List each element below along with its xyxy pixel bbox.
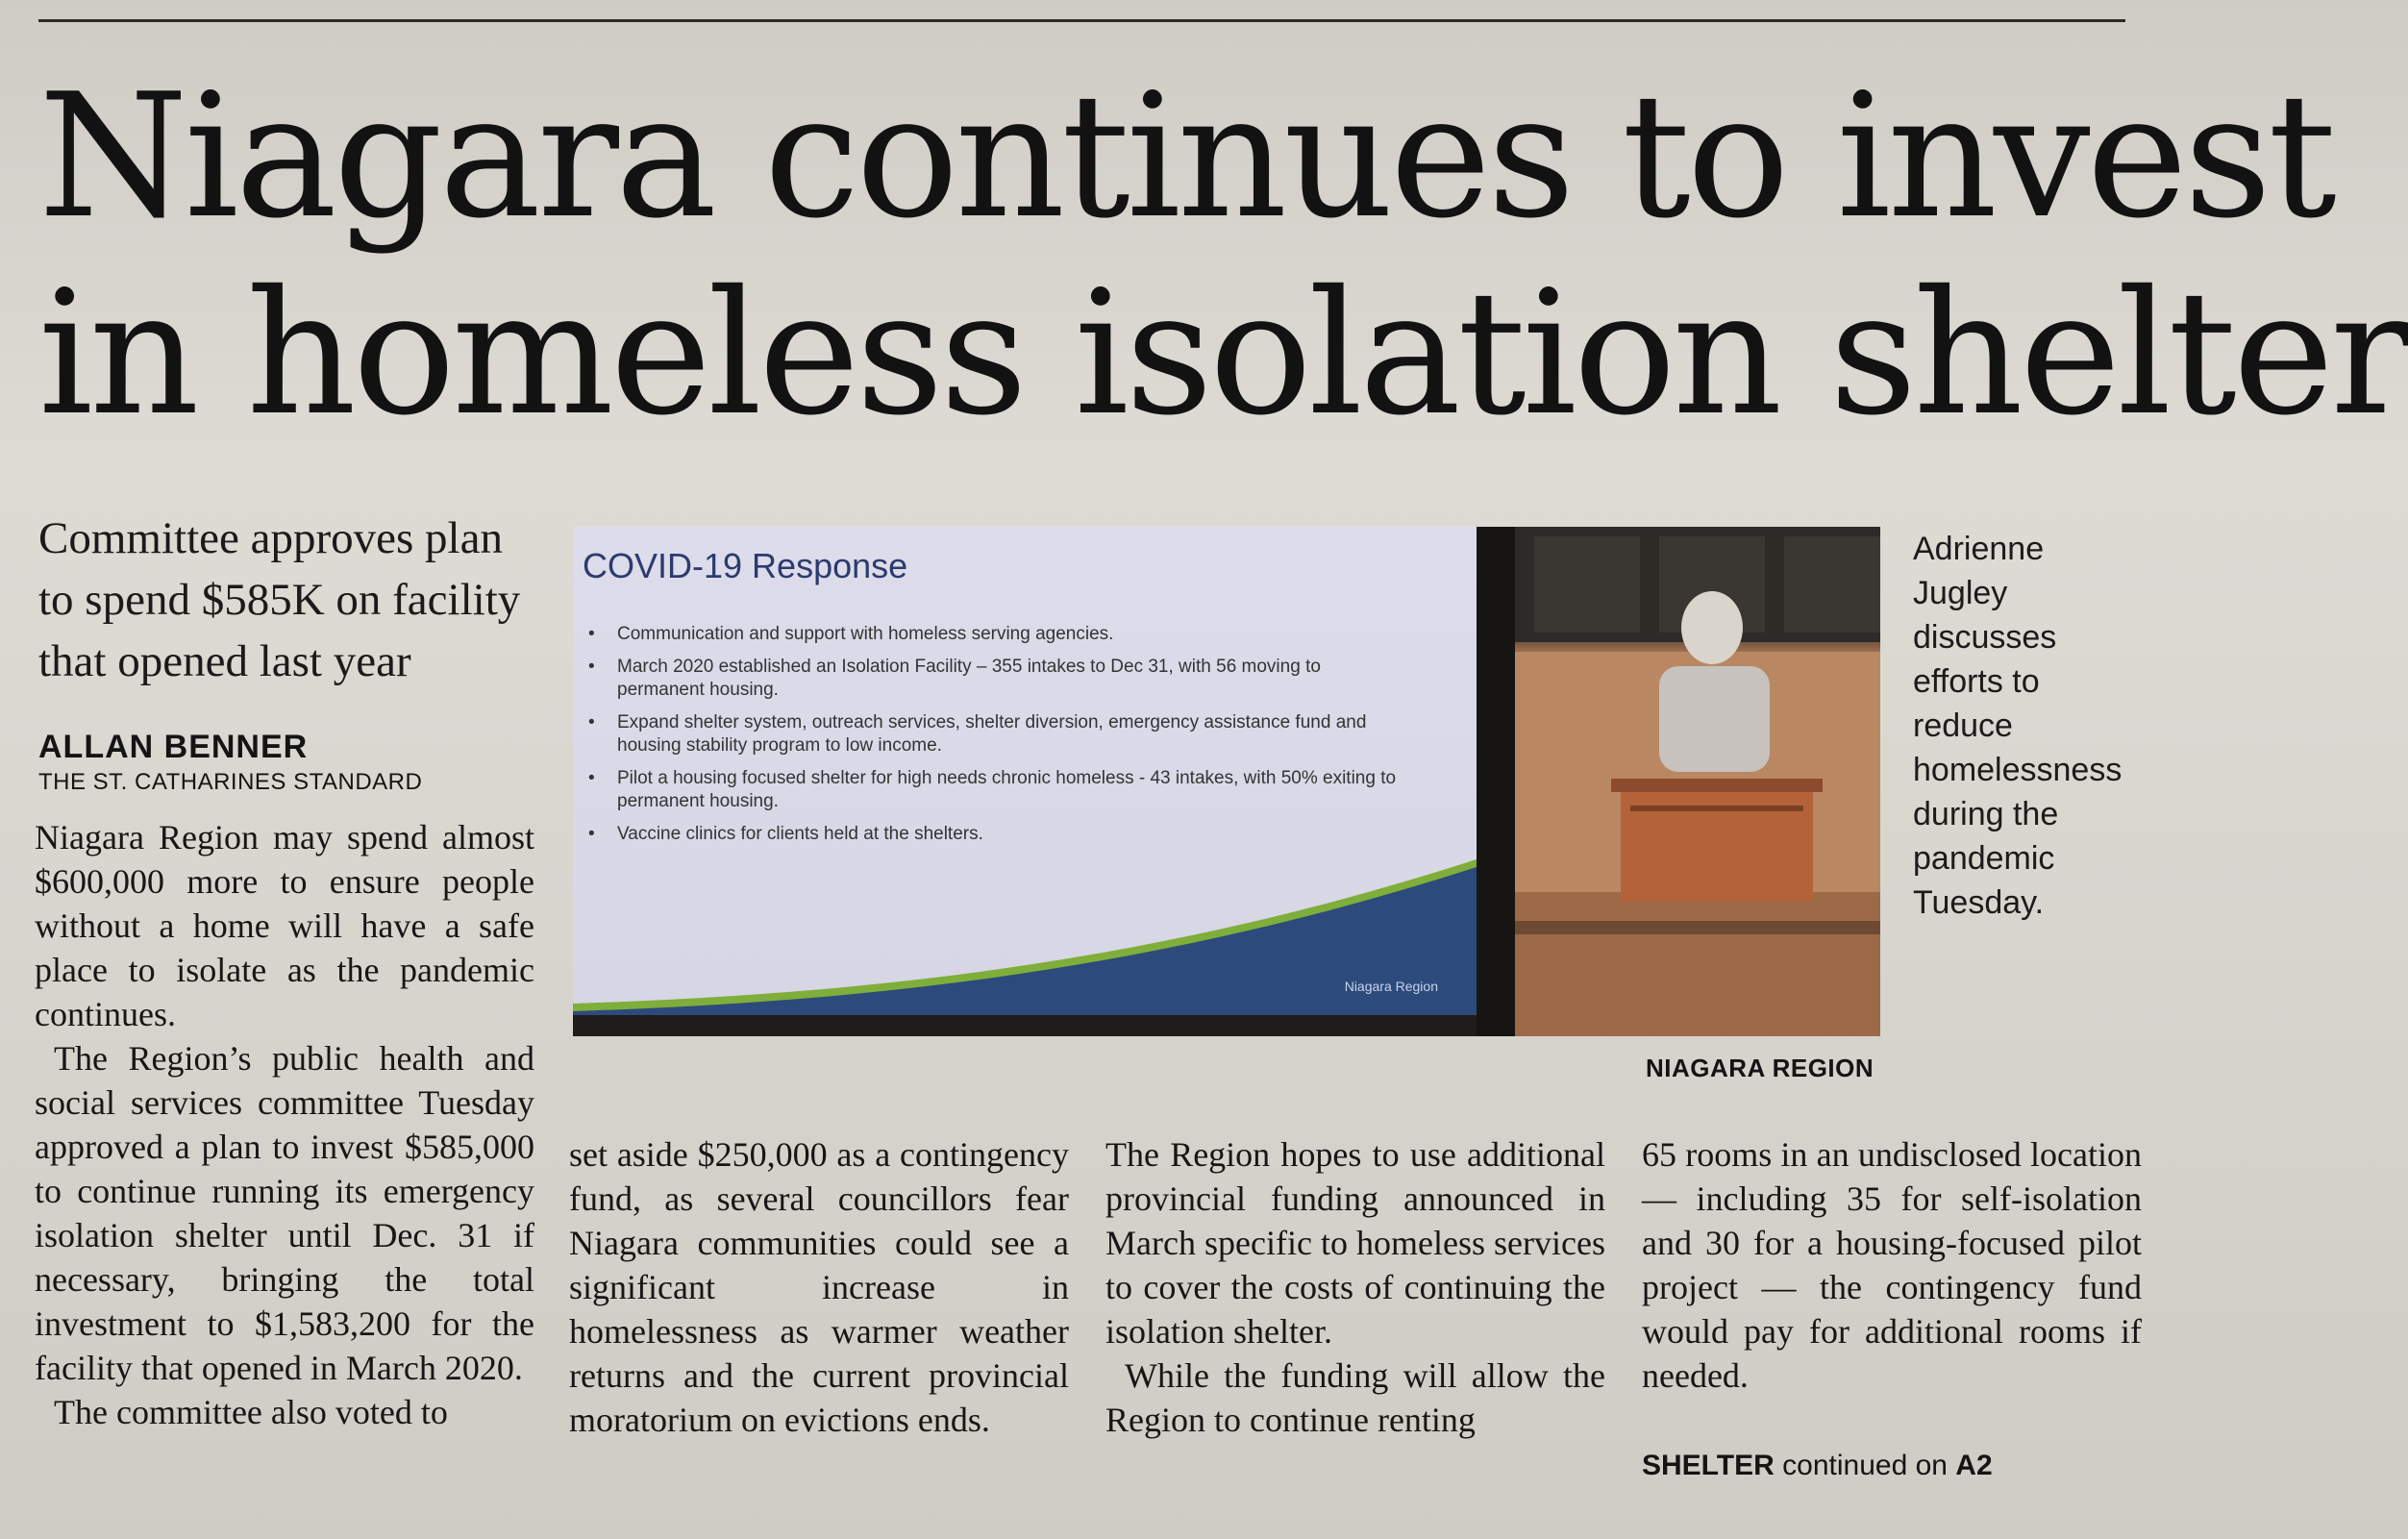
article-column-2 xyxy=(569,1132,1069,1442)
slide-wave-graphic xyxy=(573,861,1477,1015)
podium-illustration xyxy=(1515,527,1880,1036)
speaker-at-podium-image xyxy=(1515,527,1880,1036)
deck-subheadline: Committee approves plan to spend $585K on facility that opened last year xyxy=(38,513,521,686)
presentation-slide xyxy=(573,527,1477,1015)
byline-author: ALLAN BENNER xyxy=(38,729,309,765)
article-photo xyxy=(573,527,1880,1036)
paragraph: The Region hopes to use additional provincial funding announced in March specific to homeless services to cover the costs of continuing the isolation shelter. xyxy=(1105,1135,1605,1351)
paragraph: Niagara Region may spend almost $600,000 more to ensure people without a home will have a safe place to isolate as the pandemic continues. xyxy=(35,818,534,1033)
article-column-1 xyxy=(35,815,534,1434)
paragraph: While the funding will allow the Region to continue renting xyxy=(1105,1356,1605,1439)
paragraph: The Region’s public health and social services committee Tuesday approved a plan to invest $585,000 to continue running its emergency isolation shelter until Dec. 31 if necessary, bringing the total investment to $1,583,200 for the facility that opened in March 2020. xyxy=(35,1039,534,1387)
jump-page: A2 xyxy=(1955,1450,1993,1481)
paragraph: The committee also voted to xyxy=(54,1393,448,1431)
slide-logo: Niagara Region xyxy=(1344,979,1438,994)
headline-line-2: in homeless isolation shelter xyxy=(38,254,2408,453)
slide-bullet: • Pilot a housing focused shelter for high needs chronic homeless - 43 intakes, with 50% exiting to permanent housing. xyxy=(584,767,1411,813)
continued-jump-line xyxy=(1642,1450,1993,1482)
article-column-3 xyxy=(1105,1132,1605,1442)
jump-text: continued on xyxy=(1782,1450,1948,1481)
slide-bullet: • Vaccine clinics for clients held at the shelters. xyxy=(584,823,1411,846)
slide-bullet: • March 2020 established an Isolation Facility – 355 intakes to Dec 31, with 56 moving to permanent housing. xyxy=(584,656,1411,702)
jump-keyword: SHELTER xyxy=(1642,1450,1775,1481)
slide-bullet: • Expand shelter system, outreach services, shelter diversion, emergency assistance fund and housing stability program to low income. xyxy=(584,711,1411,757)
paragraph: 65 rooms in an undisclosed location — including 35 for self-isolation and 30 for a housing-focused pilot project — the contingency fund would pay for additional rooms if needed. xyxy=(1642,1135,2142,1395)
article-column-4 xyxy=(1642,1132,2142,1398)
slide-bullet: • Communication and support with homeless serving agencies. xyxy=(584,623,1411,646)
headline xyxy=(38,57,2408,453)
top-rule xyxy=(38,19,2125,22)
photo-divider xyxy=(1477,527,1515,1036)
slide-title: COVID-19 Response xyxy=(583,546,908,585)
paragraph: set aside $250,000 as a contingency fund, as several councillors fear Niagara communities could see a significant increase in homelessness as warmer weather returns and the current provincial moratorium on evictions ends. xyxy=(569,1135,1069,1439)
slide-bullet-list xyxy=(584,623,1411,856)
headline-line-1: Niagara continues to invest xyxy=(38,57,2333,256)
photo-credit: NIAGARA REGION xyxy=(1646,1054,1874,1082)
byline-outlet: THE ST. CATHARINES STANDARD xyxy=(38,769,423,795)
photo-caption: Adrienne Jugley discusses efforts to reduce homelessness during the pandemic Tuesday. xyxy=(1913,531,2123,921)
